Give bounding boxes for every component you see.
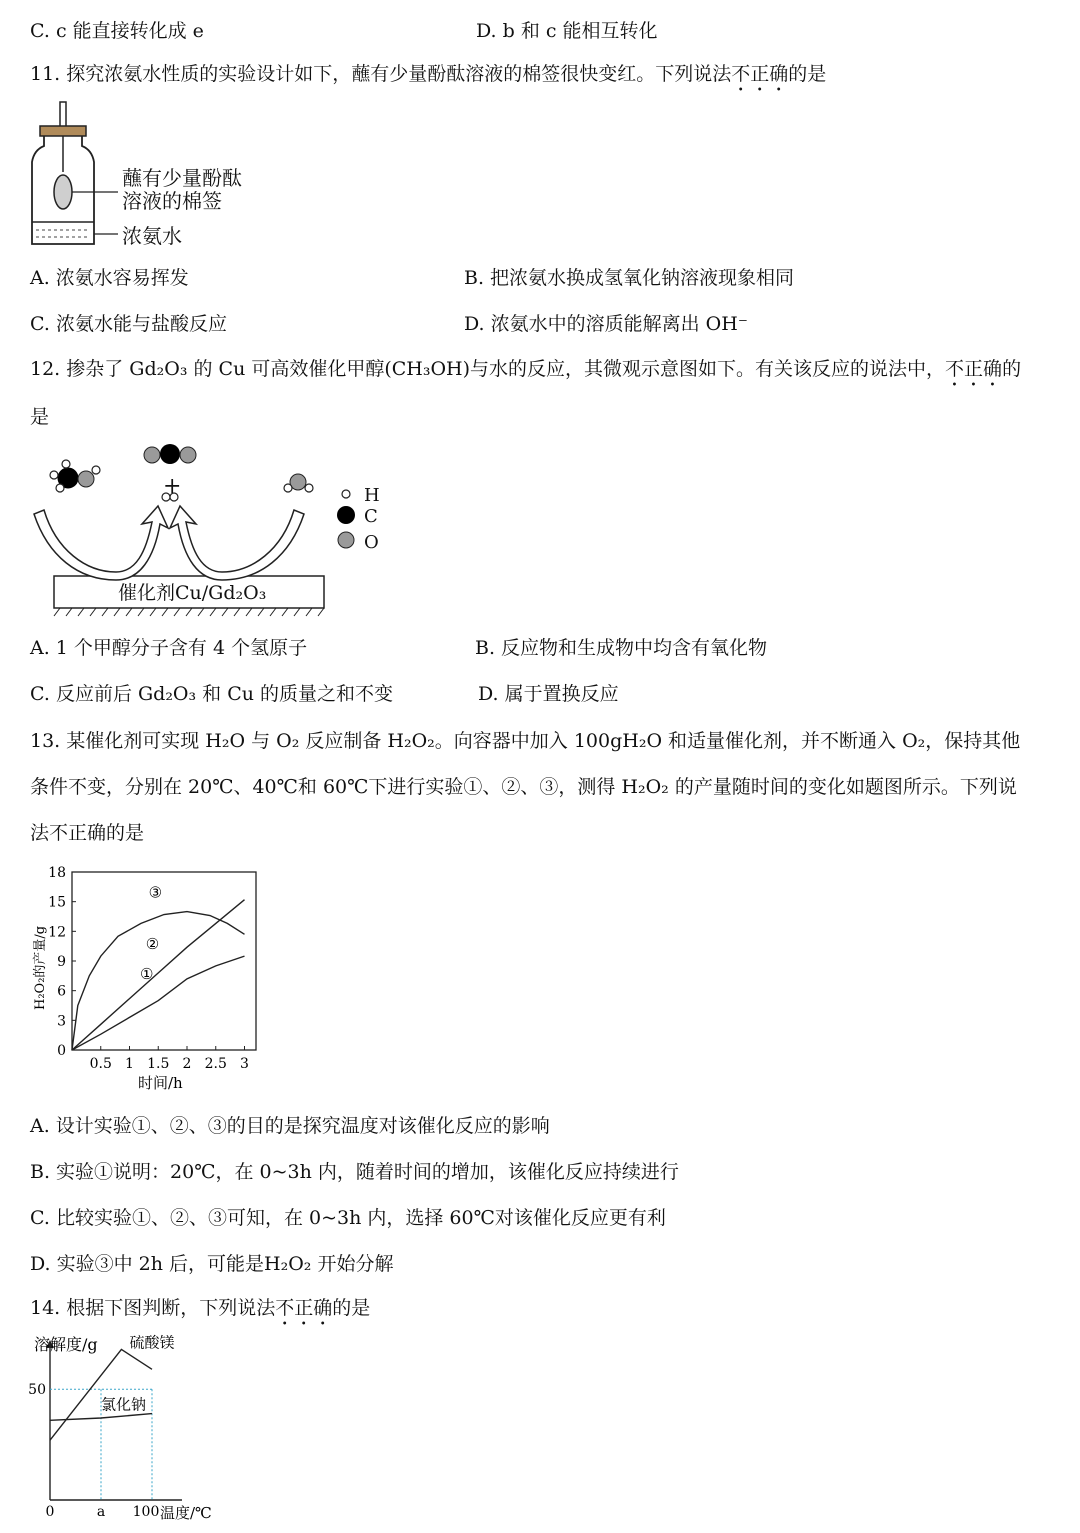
q13-option-b: B. 实验①说明：20℃，在 0~3h 内，随着时间的增加，该催化反应持续进行 [30, 1161, 679, 1183]
solubility-chart [26, 1330, 236, 1530]
chart2-xtick-label: 0 [45, 1504, 55, 1520]
chart1-xlabel: 时间/h [138, 1074, 183, 1092]
q13-option-c: C. 比较实验①、②、③可知，在 0~3h 内，选择 60℃对该催化反应更有利 [30, 1207, 666, 1229]
label-swab-line1: 蘸有少量酚酞 [122, 166, 242, 190]
q10-option-d: D. b 和 c 能相互转化 [476, 20, 658, 42]
chart2-series-label: 硫酸镁 [129, 1333, 175, 1352]
chart2-xtick-label: 100 [132, 1504, 160, 1520]
q12-option-d: D. 属于置换反应 [478, 683, 619, 705]
chart1-ytick-label: 15 [48, 894, 66, 911]
chart1-ytick-label: 18 [48, 865, 66, 881]
chart1-ytick-label: 0 [57, 1043, 66, 1059]
q10-option-c: C. c 能直接转化成 e [30, 20, 204, 42]
chart2-xtick-label: a [96, 1504, 106, 1520]
arrow-left [34, 506, 168, 580]
q11-stem-post: 的是 [788, 63, 827, 85]
chart1-ytick-label: 12 [48, 924, 66, 941]
legend-c: C [364, 506, 378, 527]
catalyst-label: 催化剂Cu/Gd₂O₃ [118, 582, 267, 604]
q12-stem-post: 的 [1002, 358, 1022, 380]
q12-stem [30, 357, 1021, 391]
q14-stem-post: 的是 [332, 1297, 371, 1319]
q11-stem-pre: 11. 探究浓氨水性质的实验设计如下，蘸有少量酚酞溶液的棉签很快变红。下列说法 [30, 63, 732, 85]
chart1-xtick-label: 1 [125, 1056, 134, 1072]
q14-stem-pre: 14. 根据下图判断，下列说法 [30, 1297, 276, 1319]
q12-option-c: C. 反应前后 Gd₂O₃ 和 Cu 的质量之和不变 [30, 683, 394, 705]
chart1-xtick-label: 0.5 [89, 1056, 112, 1072]
ground-hatching [54, 608, 324, 616]
chart1-ylabel: H₂O₂的产量/g [33, 925, 48, 1010]
q12-option-a: A. 1 个甲醇分子含有 4 个氢原子 [30, 637, 308, 659]
chart1-series-line [72, 900, 245, 1050]
q13-option-a: A. 设计实验①、②、③的目的是探究温度对该催化反应的影响 [30, 1115, 550, 1137]
legend-h: H [364, 485, 380, 506]
legend-h-atom [342, 490, 350, 498]
chart1-series-label: ② [145, 935, 160, 954]
chart1-ytick-label: 3 [57, 1013, 66, 1030]
q14-stem [30, 1296, 370, 1330]
q12-stem-line2: 是 [30, 406, 50, 428]
legend-atoms [337, 490, 355, 548]
chart1-xtick-label: 1.5 [147, 1056, 170, 1072]
chart1-series-line [72, 956, 245, 1050]
q14-stem-emphasis: 不正确 [275, 1297, 333, 1319]
q11-option-b: B. 把浓氨水换成氢氧化钠溶液现象相同 [464, 267, 795, 289]
chart2-series-label: 氯化钠 [101, 1395, 147, 1414]
q11-option-c: C. 浓氨水能与盐酸反应 [30, 313, 227, 335]
stopper [40, 126, 86, 136]
legend-c-atom [337, 506, 355, 524]
q11-option-d: D. 浓氨水中的溶质能解离出 OH⁻ [464, 313, 748, 335]
chart1-xtick-label: 2 [182, 1056, 192, 1072]
chart1-ytick-label: 9 [57, 954, 66, 970]
q11-option-a: A. 浓氨水容易挥发 [30, 267, 189, 289]
label-liquid: 浓氨水 [122, 224, 182, 248]
cotton-swab [54, 175, 72, 209]
q13-option-d: D. 实验③中 2h 后，可能是H₂O₂ 开始分解 [30, 1253, 394, 1275]
q12-stem-emphasis: 不正确 [945, 358, 1003, 380]
plus-sign: + [163, 474, 182, 499]
h2o2-yield-chart [26, 860, 266, 1096]
q11-stem-emphasis: 不正确 [731, 63, 789, 85]
chart2-ylabel: 溶解度/g [34, 1335, 98, 1354]
q13-stem-line2: 条件不变，分别在 20℃、40℃和 60℃下进行实验①、②、③，测得 H₂O₂ 的产量随时间的变化如题图所示。下列说 [30, 776, 1017, 798]
chart2-ytick-label: 50 [28, 1382, 46, 1399]
chart2-xlabel: 温度/℃ [160, 1504, 212, 1522]
chart1-xtick-label: 2.5 [204, 1056, 227, 1072]
legend-o-atom [338, 532, 354, 548]
legend-o: O [364, 532, 379, 553]
water-molecule [284, 474, 313, 492]
methanol-molecule [50, 460, 100, 492]
co2-molecule [144, 444, 196, 464]
q13-stem-line3: 法不正确的是 [30, 822, 145, 844]
chart1-series-label: ① [140, 964, 154, 983]
q13-stem-line1: 13. 某催化剂可实现 H₂O 与 O₂ 反应制备 H₂O₂。向容器中加入 100gH₂O 和适量催化剂，并不断通入 O₂，保持其他 [30, 730, 1021, 752]
arrow-right [170, 506, 304, 580]
q12-stem-pre: 12. 掺杂了 Gd₂O₃ 的 Cu 可高效催化甲醇(CH₃OH)与水的反应，其微观示意图如下。有关该反应的说法中， [30, 358, 946, 380]
q12-option-b: B. 反应物和生成物中均含有氧化物 [475, 637, 768, 659]
label-swab-line2: 溶液的棉签 [122, 189, 222, 213]
chart1-series-line [72, 912, 245, 1050]
chart1-xtick-label: 3 [240, 1056, 249, 1072]
chart1-ytick-label: 6 [57, 983, 66, 1000]
q11-stem [30, 62, 826, 96]
chart1-series-label: ③ [148, 883, 163, 902]
glass-rod-top [60, 102, 66, 128]
